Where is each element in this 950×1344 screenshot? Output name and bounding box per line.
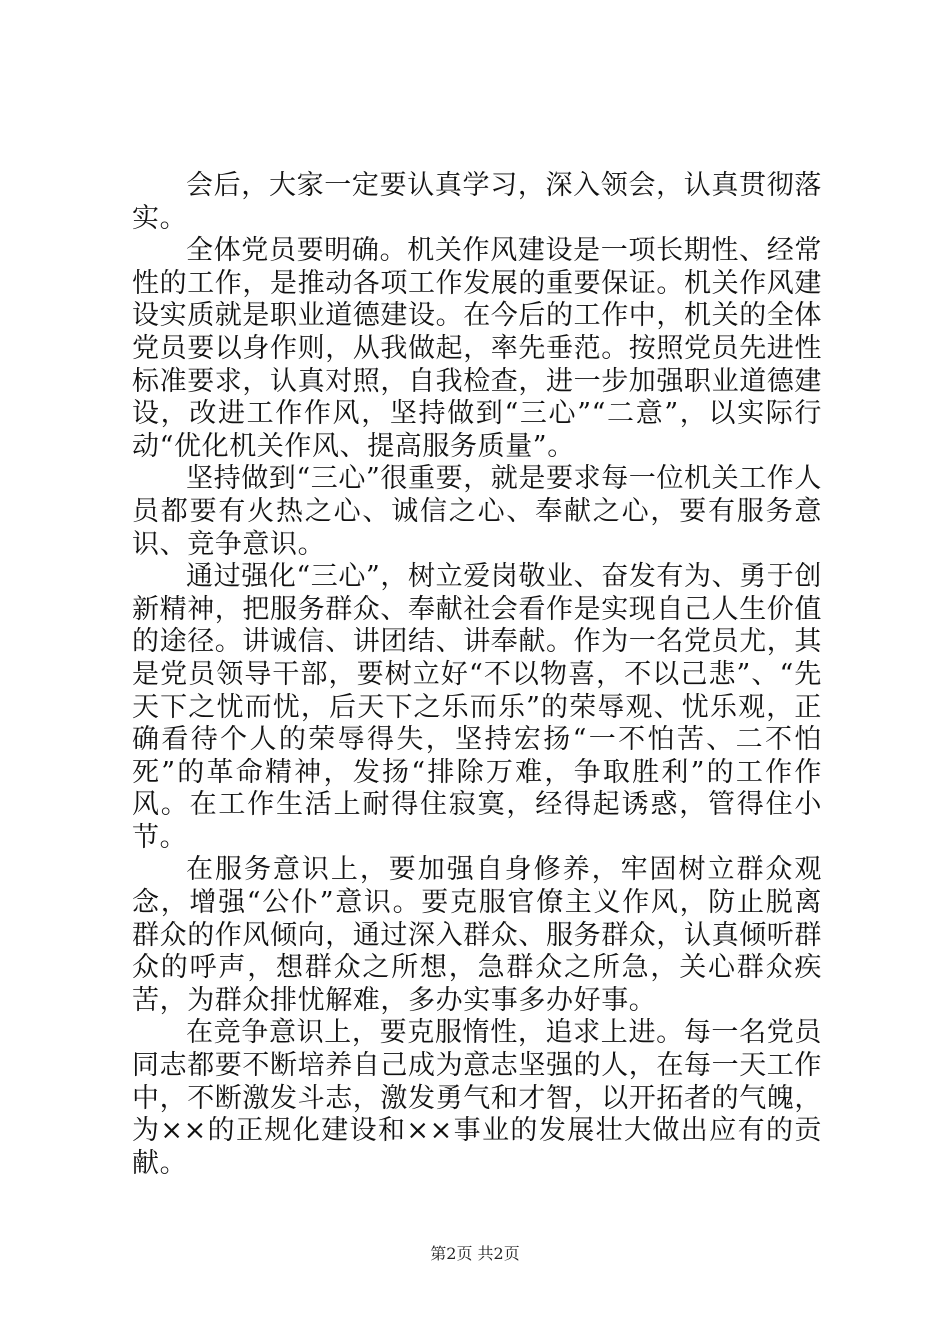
paragraph-party-members: 全体党员要明确。机关作风建设是一项长期性、经常性的工作，是推动各项工作发展的重要保证。机关作风建设实质就是职业道德建设。在今后的工作中，机关的全体党员要以身作则，从我做起，率先垂范。按照党员先进性标准要求，认真对照，自我检查，进一步加强职业道德建设，改进工作作风，坚持做到“三心”“二意”，以实际行动“优化机关作风、提高服务质量”。: [132, 235, 822, 462]
paragraph-service-awareness: 在服务意识上，要加强自身修养，牢固树立群众观念，增强“公仆”意识。要克服官僚主义作风，防止脱离群众的作风倾向，通过深入群众、服务群众，认真倾听群众的呼声，想群众之所想，急群众之所急，关心群众疾苦，为群众排忧解难，多办实事多办好事。: [132, 854, 822, 1016]
document-body: [132, 170, 822, 1180]
paragraph-competition-awareness: 在竞争意识上，要克服惰性，追求上进。每一名党员同志都要不断培养自己成为意志坚强的人，在每一天工作中，不断激发斗志，激发勇气和才智，以开拓者的气魄，为××的正规化建设和××事业的发展壮大做出应有的贡献。: [132, 1017, 822, 1179]
paragraph-three-hearts: 坚持做到“三心”很重要，就是要求每一位机关工作人员都要有火热之心、诚信之心、奉献之心，要有服务意识、竞争意识。: [132, 463, 823, 560]
page-number-footer: 第2页 共2页: [430, 1244, 520, 1263]
paragraph-strengthen: 通过强化“三心”，树立爱岗敬业、奋发有为、勇于创新精神，把服务群众、奉献社会看作是实现自己人生价值的途径。讲诚信、讲团结、讲奉献。作为一名党员尤，其是党员领导干部，要树立好“不以物喜，不以己悲”、“先天下之忧而忧，后天下之乐而乐”的荣辱观、忧乐观，正确看待个人的荣辱得失，坚持宏扬“一不怕苦、二不怕死”的革命精神，发扬“排除万难，争取胜利”的工作作风。在工作生活上耐得住寂寞，经得起诱惑，管得住小节。: [132, 561, 823, 853]
paragraph-closing-remark: 会后，大家一定要认真学习，深入领会，认真贯彻落实。: [132, 170, 822, 234]
